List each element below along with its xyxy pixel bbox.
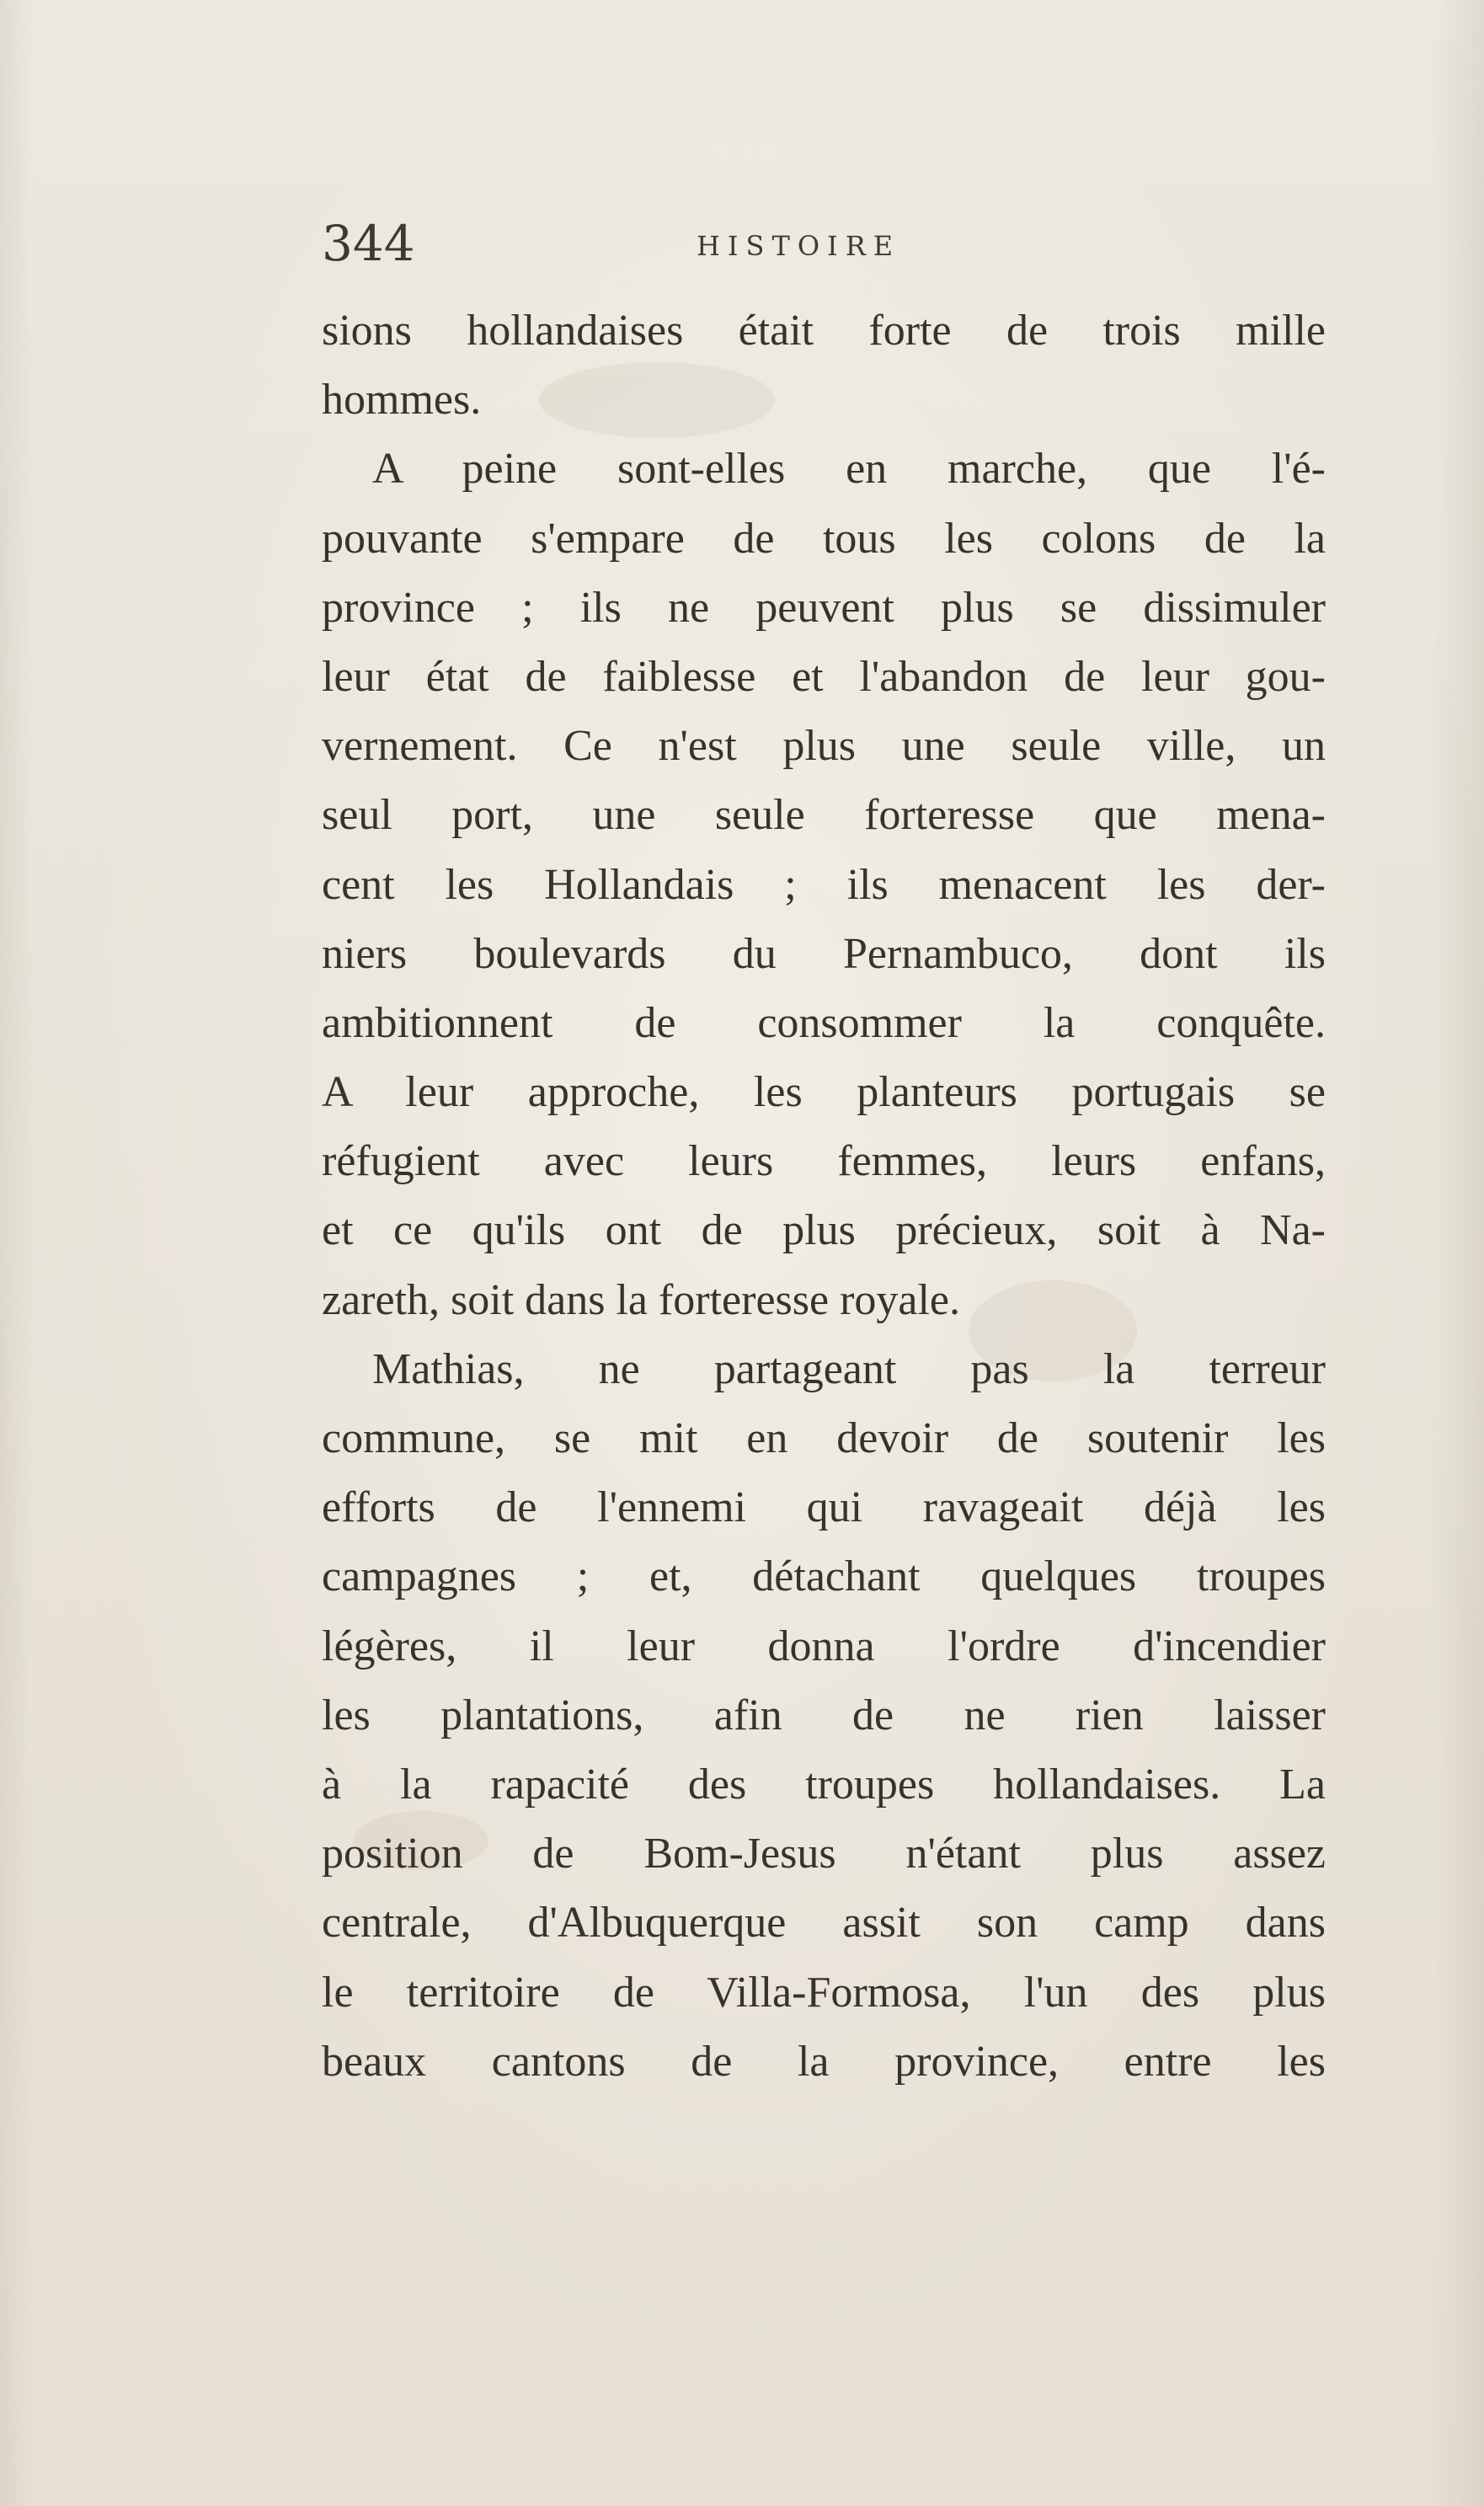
text-line: commune, se mit en devoir de soutenir les	[322, 1414, 1326, 1462]
page-shadow-left	[0, 0, 34, 2506]
text-line: sions hollandaises était forte de trois mille	[322, 307, 1326, 355]
text-line: niers boulevards du Pernambuco, dont ils	[322, 929, 1326, 978]
text-line: position de Bom-Jesus n'étant plus assez	[322, 1830, 1326, 1878]
text-line: seul port, une seule forteresse que mena-	[322, 791, 1326, 840]
text-line: province ; ils ne peuvent plus se dissimuler	[322, 583, 1326, 632]
text-line: zareth, soit dans la forteresse royale.	[322, 1275, 961, 1324]
text-line: beaux cantons de la province, entre les	[322, 2037, 1326, 2086]
page-shadow-right	[1433, 0, 1484, 2506]
text-line: efforts de l'ennemi qui ravageait déjà les	[322, 1483, 1326, 1532]
text-line: les plantations, afin de ne rien laisser	[322, 1691, 1326, 1739]
text-line: ambitionnent de consommer la conquête.	[322, 998, 1326, 1047]
text-line: hommes.	[322, 376, 482, 425]
text-line: centrale, d'Albuquerque assit son camp dans	[322, 1899, 1326, 1948]
text-line: A peine sont-elles en marche, que l'é-	[372, 445, 1326, 494]
text-line: et ce qu'ils ont de plus précieux, soit à Na-	[322, 1206, 1326, 1255]
text-line: pouvante s'empare de tous les colons de la	[322, 514, 1326, 563]
text-line: vernement. Ce n'est plus une seule ville, un	[322, 722, 1326, 771]
page-header	[322, 215, 1332, 282]
body-text	[322, 297, 1326, 2097]
text-line: à la rapacité des troupes hollandaises. La	[322, 1760, 1326, 1809]
text-line: campagnes ; et, détachant quelques troupes	[322, 1552, 1326, 1601]
text-line: légères, il leur donna l'ordre d'incendier	[322, 1622, 1326, 1670]
text-line: Mathias, ne partageant pas la terreur	[372, 1344, 1326, 1393]
text-line: cent les Hollandais ; ils menacent les der-	[322, 860, 1326, 909]
running-title: HISTOIRE	[697, 230, 901, 262]
text-line: leur état de faiblesse et l'abandon de leur gou-	[322, 652, 1326, 701]
text-line: A leur approche, les planteurs portugais se	[322, 1068, 1326, 1117]
text-line: le territoire de Villa-Formosa, l'un des plus	[322, 1968, 1326, 2017]
page-number: 344	[322, 215, 415, 272]
text-line: réfugient avec leurs femmes, leurs enfans,	[322, 1137, 1326, 1186]
